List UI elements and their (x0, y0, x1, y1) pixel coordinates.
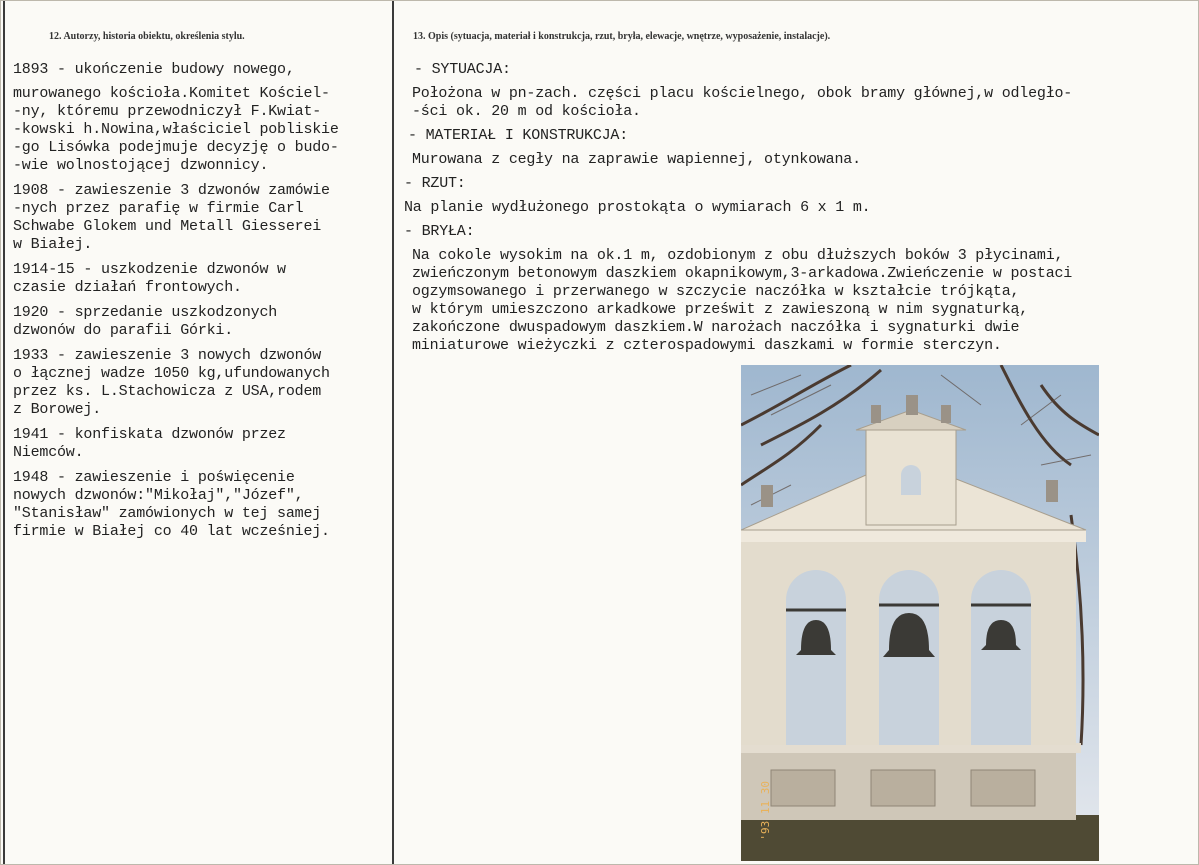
history-line: murowanego kościoła.Komitet Kościel- (13, 85, 330, 102)
column-divider-middle (392, 1, 394, 864)
history-line: 1908 - zawieszenie 3 dzwonów zamówie (13, 182, 330, 199)
bryla-line: miniaturowe wieżyczki z czterospadowymi daszkami w formie sterczyn. (412, 337, 1002, 354)
section-12-header: 12. Autorzy, historia obiektu, określenia stylu. (49, 31, 245, 42)
history-line: nowych dzwonów:"Mikołaj","Józef", (13, 487, 304, 504)
rzut-heading: - RZUT: (404, 175, 466, 192)
history-line: o łącznej wadze 1050 kg,ufundowanych (13, 365, 330, 382)
photo-date-stamp: '93 11 30 (759, 781, 772, 841)
bryla-line: ogzymsowanego i przerwanego w szczycie naczółka w kształcie trójkąta, (412, 283, 1020, 300)
history-entry (13, 469, 391, 541)
history-line: 1948 - zawieszenie i poświęcenie (13, 469, 295, 486)
bryla-line: zakończone dwuspadowym daszkiem.W narożach naczółka i sygnaturki dwie (412, 319, 1020, 336)
history-line: -ny, któremu przewodniczył F.Kwiat- (13, 103, 322, 120)
sytuacja-line: -ści ok. 20 m od kościoła. (412, 103, 641, 120)
history-entry (13, 426, 391, 462)
sytuacja-line: Położona w pn-zach. części placu kościelnego, obok bramy głównej,w odległo- (412, 85, 1073, 102)
history-line: "Stanisław" zamówionych w tej samej (13, 505, 322, 522)
column-divider-left (3, 1, 5, 864)
bryla-line: zwieńczonym betonowym daszkiem okapnikowym,3-arkadowa.Zwieńczenie w postaci (412, 265, 1073, 282)
history-line: 1933 - zawieszenie 3 nowych dzwonów (13, 347, 322, 364)
history-line: w Białej. (13, 236, 93, 253)
history-column (13, 61, 391, 548)
rzut-line: Na planie wydłużonego prostokąta o wymiarach 6 x 1 m. (404, 199, 871, 216)
history-line: -nych przez parafię w firmie Carl (13, 200, 304, 217)
history-line: dzwonów do parafii Górki. (13, 322, 234, 339)
material-line: Murowana z cegły na zaprawie wapiennej, otynkowana. (412, 151, 861, 168)
history-entry (13, 182, 391, 254)
history-entry (13, 261, 391, 297)
history-entry (13, 61, 391, 175)
section-13-header: 13. Opis (sytuacja, materiał i konstrukcja, rzut, bryła, elewacje, wnętrze, wyposażenie, instalacje). (413, 31, 831, 42)
history-line: 1893 - ukończenie budowy nowego, (13, 61, 295, 78)
bryla-heading: - BRYŁA: (404, 223, 475, 240)
history-line: 1920 - sprzedanie uszkodzonych (13, 304, 278, 321)
history-line: 1914-15 - uszkodzenie dzwonów w (13, 261, 286, 278)
history-line: -wie wolnostojącej dzwonnicy. (13, 157, 269, 174)
description-column (404, 61, 1194, 361)
history-line: 1941 - konfiskata dzwonów przez (13, 426, 286, 443)
bryla-line: Na cokole wysokim na ok.1 m, ozdobionym z obu dłuższych boków 3 płycinami, (412, 247, 1064, 264)
history-line: z Borowej. (13, 401, 102, 418)
history-line: -go Lisówka podejmuje decyzję o budo- (13, 139, 339, 156)
belfry-photo (741, 365, 1099, 861)
history-line: -kowski h.Nowina,właściciel pobliskie (13, 121, 339, 138)
sytuacja-heading: - SYTUACJA: (414, 61, 511, 78)
history-line: Niemców. (13, 444, 84, 461)
history-line: Schwabe Glokem und Metall Giesserei (13, 218, 322, 235)
history-entry (13, 304, 391, 340)
history-line: firmie w Białej co 40 lat wcześniej. (13, 523, 330, 540)
material-heading: - MATERIAŁ I KONSTRUKCJA: (408, 127, 629, 144)
bryla-line: w którym umieszczono arkadkowe prześwit z zawieszoną w nim sygnaturką, (412, 301, 1029, 318)
history-line: czasie działań frontowych. (13, 279, 242, 296)
history-entry (13, 347, 391, 419)
history-line: przez ks. L.Stachowicza z USA,rodem (13, 383, 322, 400)
